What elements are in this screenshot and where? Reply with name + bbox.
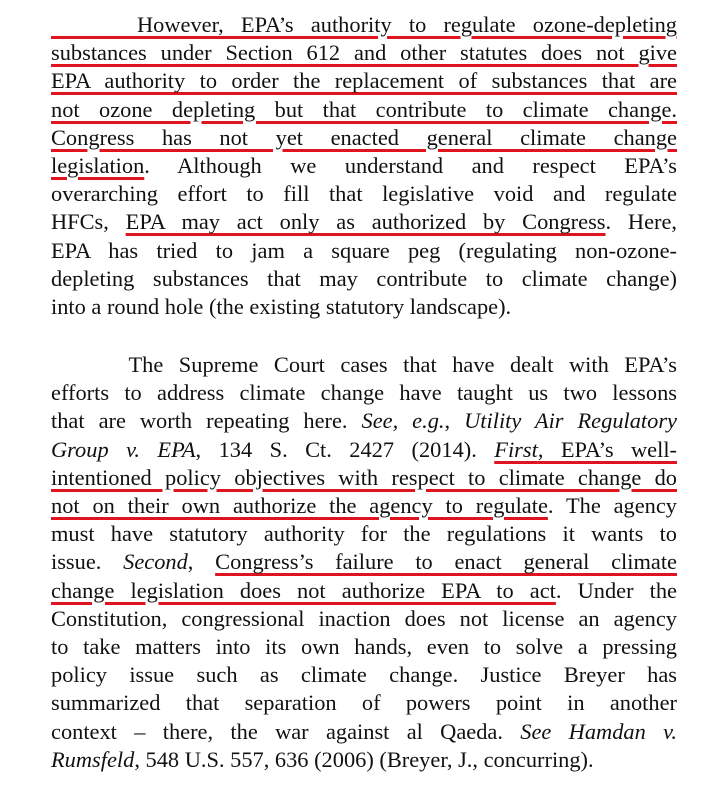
underlined-text: However, EPA’s authority to regulate ozone-depleting bbox=[51, 12, 677, 37]
text-segment: See Hamdan v. bbox=[520, 718, 677, 744]
underlined-text: not on their own authorize the agency to regulate bbox=[51, 493, 548, 519]
text-segment: overarching effort to fill that legislative void and regulate bbox=[51, 181, 677, 207]
text-segment: , 548 U.S. 557, 636 (2006) (Breyer, J., concurring). bbox=[134, 746, 594, 772]
text-line bbox=[51, 689, 677, 717]
text-segment: . Although we understand and respect EPA’s bbox=[144, 153, 677, 179]
underlined-text: Congress has not yet enacted general climate change bbox=[51, 124, 677, 150]
text-segment: issue. bbox=[51, 549, 124, 575]
text-line bbox=[51, 265, 677, 293]
text-line bbox=[51, 492, 677, 520]
text-segment: See, e.g. bbox=[361, 408, 445, 434]
text-line bbox=[51, 208, 677, 236]
text-segment: , 134 S. Ct. 2427 (2014). bbox=[195, 436, 495, 462]
text-segment: Rumsfeld bbox=[51, 746, 135, 772]
text-line bbox=[51, 605, 677, 633]
text-line bbox=[51, 39, 677, 67]
text-line bbox=[51, 180, 677, 208]
underlined-text: EPA may act only as authorized by Congress bbox=[125, 209, 606, 235]
text-line bbox=[51, 718, 677, 746]
text-line bbox=[51, 577, 677, 605]
text-line bbox=[51, 237, 677, 265]
underlined-text: not ozone depleting but that contribute to climate change. bbox=[51, 96, 677, 122]
text-segment: efforts to address climate change have taught us two lessons bbox=[51, 380, 677, 406]
text-line bbox=[51, 124, 677, 152]
text-line bbox=[51, 11, 677, 39]
underlined-text: legislation bbox=[51, 153, 145, 179]
text-line bbox=[51, 520, 677, 548]
text-line bbox=[51, 746, 677, 774]
text-segment: summarized that separation of powers point in another bbox=[51, 690, 677, 716]
underlined-text: substances under Section 612 and other statutes does not give bbox=[51, 40, 677, 66]
text-segment: . Under the bbox=[555, 577, 677, 603]
text-segment: to take matters into its own hands, even to solve a pressing bbox=[51, 634, 677, 660]
underlined-text: , EPA’s well- bbox=[537, 436, 677, 462]
text-line bbox=[51, 548, 677, 576]
underlined-text: First bbox=[494, 436, 538, 462]
text-line bbox=[51, 351, 677, 379]
underlined-text: intentioned policy objectives with respect to climate change do bbox=[51, 464, 677, 490]
text-line bbox=[51, 407, 677, 435]
text-segment: The Supreme Court cases that have dealt with EPA’s bbox=[51, 352, 677, 377]
text-segment: Utility Air Regulatory bbox=[464, 408, 677, 434]
paragraph-2 bbox=[51, 351, 677, 774]
text-segment: , bbox=[444, 408, 465, 434]
text-line bbox=[51, 379, 677, 407]
underlined-text: Congress’s failure to enact general climate bbox=[215, 549, 677, 575]
text-line bbox=[51, 464, 677, 492]
underlined-text: change legislation does not authorize EPA to act bbox=[51, 577, 556, 603]
text-segment: . Here, bbox=[605, 209, 678, 235]
text-segment: that are worth repeating here. bbox=[51, 408, 362, 434]
text-segment: , bbox=[187, 549, 216, 575]
text-line bbox=[51, 152, 677, 180]
text-segment: Second bbox=[123, 549, 188, 575]
text-segment: must have statutory authority for the regulations it wants to bbox=[51, 521, 677, 547]
text-segment: EPA has tried to jam a square peg (regulating non-ozone- bbox=[51, 237, 677, 263]
text-segment: Group v. EPA bbox=[51, 436, 196, 462]
text-segment: policy issue such as climate change. Justice Breyer has bbox=[51, 662, 677, 688]
text-line bbox=[51, 96, 677, 124]
underlined-text: EPA authority to order the replacement of substances that are bbox=[51, 68, 677, 94]
text-line bbox=[51, 436, 677, 464]
text-line bbox=[51, 661, 677, 689]
text-line bbox=[51, 293, 677, 321]
text-segment: context – there, the war against al Qaeda. bbox=[51, 718, 521, 744]
text-line bbox=[51, 633, 677, 661]
text-segment: into a round hole (the existing statutory landscape). bbox=[51, 294, 512, 320]
text-segment: Constitution, congressional inaction does not license an agency bbox=[51, 605, 677, 631]
text-segment: . The agency bbox=[547, 493, 677, 519]
text-segment: depleting substances that may contribute to climate change) bbox=[51, 265, 677, 291]
text-segment: HFCs, bbox=[51, 209, 126, 235]
paragraph-1 bbox=[51, 11, 677, 321]
text-line bbox=[51, 67, 677, 95]
